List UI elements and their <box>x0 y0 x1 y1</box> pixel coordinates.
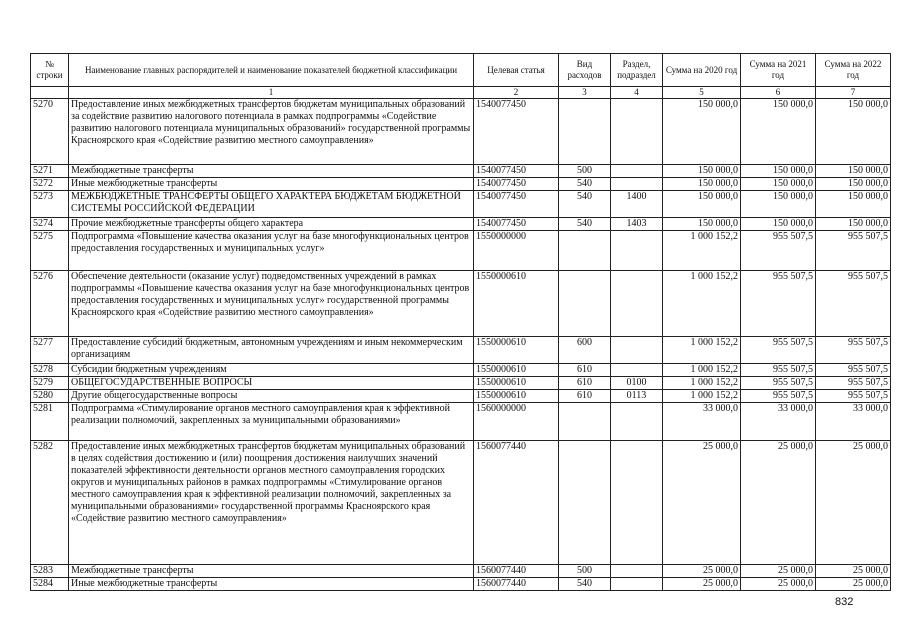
table-row <box>31 403 891 441</box>
row-section <box>611 178 663 191</box>
row-sum-2021: 955 507,5 <box>741 377 816 390</box>
row-section <box>611 99 663 165</box>
row-expense-type: 610 <box>559 364 611 377</box>
row-sum-2021: 150 000,0 <box>741 218 816 231</box>
row-section: 1403 <box>611 218 663 231</box>
header-name: Наименование главных распорядителей и наименование показателей бюджетной классификации <box>69 54 474 87</box>
row-sum-2021: 25 000,0 <box>741 565 816 578</box>
row-number: 5283 <box>31 565 69 578</box>
row-section: 0100 <box>611 377 663 390</box>
table-row <box>31 231 891 271</box>
row-sum-2020: 33 000,0 <box>663 403 741 441</box>
row-sum-2021: 150 000,0 <box>741 99 816 165</box>
column-number-blank <box>31 87 69 99</box>
row-sum-2022: 33 000,0 <box>816 403 891 441</box>
column-number: 1 <box>69 87 474 99</box>
row-sum-2021: 955 507,5 <box>741 390 816 403</box>
row-sum-2022: 955 507,5 <box>816 231 891 271</box>
row-section <box>611 337 663 364</box>
row-name: Межбюджетные трансферты <box>69 165 474 178</box>
column-number-row <box>31 87 891 99</box>
table-row <box>31 390 891 403</box>
row-target-code: 1550000000 <box>474 231 559 271</box>
row-sum-2022: 955 507,5 <box>816 364 891 377</box>
row-target-code: 1550000610 <box>474 271 559 337</box>
row-name: Предоставление иных межбюджетных трансфертов бюджетам муниципальных образований за содействие развитию налогового потенциала в рамках подпрограммы «Содействие развитию налогового потенциала муниципальных образований» государственной программы Красноярского края «Содействие развитию местного самоуправления» <box>69 99 474 165</box>
table-row <box>31 178 891 191</box>
table-row <box>31 578 891 591</box>
row-sum-2021: 25 000,0 <box>741 441 816 565</box>
row-name: Подпрограмма «Повышение качества оказания услуг на базе многофункциональных центров предоставления государственных и муниципальных услуг» <box>69 231 474 271</box>
column-number: 4 <box>611 87 663 99</box>
row-section <box>611 403 663 441</box>
row-sum-2020: 150 000,0 <box>663 191 741 218</box>
row-target-code: 1560077440 <box>474 441 559 565</box>
row-section <box>611 165 663 178</box>
row-sum-2021: 955 507,5 <box>741 364 816 377</box>
row-sum-2021: 150 000,0 <box>741 191 816 218</box>
row-sum-2022: 150 000,0 <box>816 99 891 165</box>
row-sum-2022: 150 000,0 <box>816 191 891 218</box>
row-section <box>611 578 663 591</box>
row-number: 5275 <box>31 231 69 271</box>
row-number: 5272 <box>31 178 69 191</box>
row-sum-2020: 1 000 152,2 <box>663 231 741 271</box>
row-name: Подпрограмма «Стимулирование органов местного самоуправления края к эффективной реализации полномочий, закрепленных за муниципальными образованиями» <box>69 403 474 441</box>
row-sum-2020: 25 000,0 <box>663 565 741 578</box>
row-name: Предоставление иных межбюджетных трансфертов бюджетам муниципальных образований в целях содействия достижению и (или) поощрения достижения наилучших значений показателей эффективности деятельности органов местного самоуправления городских округов и муниципальных районов в рамках подпрограммы «Стимулирование органов местного самоуправления края к эффективной реализации полномочий, закрепленных за муниципальными образованиями» государственной программы Красноярского края «Содействие развитию местного самоуправления» <box>69 441 474 565</box>
row-number: 5284 <box>31 578 69 591</box>
row-sum-2020: 1 000 152,2 <box>663 271 741 337</box>
row-expense-type: 500 <box>559 565 611 578</box>
column-number: 7 <box>816 87 891 99</box>
row-sum-2022: 150 000,0 <box>816 165 891 178</box>
row-name: Предоставление субсидий бюджетным, автономным учреждениям и иным некоммерческим организациям <box>69 337 474 364</box>
row-sum-2020: 25 000,0 <box>663 441 741 565</box>
table-row <box>31 377 891 390</box>
row-sum-2020: 25 000,0 <box>663 578 741 591</box>
row-sum-2020: 150 000,0 <box>663 218 741 231</box>
row-target-code: 1550000610 <box>474 337 559 364</box>
row-target-code: 1560077440 <box>474 565 559 578</box>
row-number: 5277 <box>31 337 69 364</box>
table-row <box>31 364 891 377</box>
row-section <box>611 271 663 337</box>
row-sum-2022: 150 000,0 <box>816 218 891 231</box>
row-target-code: 1540077450 <box>474 218 559 231</box>
column-number: 5 <box>663 87 741 99</box>
row-target-code: 1540077450 <box>474 99 559 165</box>
row-number: 5280 <box>31 390 69 403</box>
table-row <box>31 271 891 337</box>
row-number: 5270 <box>31 99 69 165</box>
row-name: Другие общегосударственные вопросы <box>69 390 474 403</box>
row-sum-2022: 25 000,0 <box>816 441 891 565</box>
column-number: 3 <box>559 87 611 99</box>
row-sum-2022: 955 507,5 <box>816 390 891 403</box>
row-sum-2021: 955 507,5 <box>741 337 816 364</box>
row-expense-type <box>559 231 611 271</box>
row-name: Субсидии бюджетным учреждениям <box>69 364 474 377</box>
row-number: 5271 <box>31 165 69 178</box>
header-sum-2020: Сумма на 2020 год <box>663 54 741 87</box>
row-name: Межбюджетные трансферты <box>69 565 474 578</box>
row-target-code: 1540077450 <box>474 178 559 191</box>
row-expense-type: 600 <box>559 337 611 364</box>
row-sum-2020: 150 000,0 <box>663 99 741 165</box>
row-sum-2020: 1 000 152,2 <box>663 390 741 403</box>
header-sum-2022: Сумма на 2022 год <box>816 54 891 87</box>
row-target-code: 1560000000 <box>474 403 559 441</box>
row-target-code: 1550000610 <box>474 390 559 403</box>
table-row <box>31 565 891 578</box>
row-target-code: 1550000610 <box>474 364 559 377</box>
row-expense-type <box>559 441 611 565</box>
row-expense-type: 610 <box>559 390 611 403</box>
row-expense-type: 540 <box>559 578 611 591</box>
row-number: 5281 <box>31 403 69 441</box>
row-target-code: 1550000610 <box>474 377 559 390</box>
row-name: Иные межбюджетные трансферты <box>69 178 474 191</box>
row-name: ОБЩЕГОСУДАРСТВЕННЫЕ ВОПРОСЫ <box>69 377 474 390</box>
row-expense-type <box>559 99 611 165</box>
row-expense-type <box>559 271 611 337</box>
row-sum-2020: 150 000,0 <box>663 178 741 191</box>
row-number: 5276 <box>31 271 69 337</box>
table-row <box>31 165 891 178</box>
header-vr: Вид расходов <box>559 54 611 87</box>
row-sum-2021: 25 000,0 <box>741 578 816 591</box>
row-sum-2021: 150 000,0 <box>741 178 816 191</box>
header-row <box>31 54 891 87</box>
column-number: 6 <box>741 87 816 99</box>
row-sum-2020: 1 000 152,2 <box>663 337 741 364</box>
row-expense-type: 540 <box>559 218 611 231</box>
row-section: 0113 <box>611 390 663 403</box>
row-number: 5273 <box>31 191 69 218</box>
header-num: № строки <box>31 54 69 87</box>
header-sum-2021: Сумма на 2021 год <box>741 54 816 87</box>
header-code: Целевая статья <box>474 54 559 87</box>
row-sum-2022: 25 000,0 <box>816 578 891 591</box>
row-number: 5282 <box>31 441 69 565</box>
row-number: 5278 <box>31 364 69 377</box>
row-sum-2022: 25 000,0 <box>816 565 891 578</box>
row-sum-2022: 955 507,5 <box>816 337 891 364</box>
row-sum-2020: 1 000 152,2 <box>663 364 741 377</box>
table-row <box>31 337 891 364</box>
row-number: 5279 <box>31 377 69 390</box>
row-number: 5274 <box>31 218 69 231</box>
row-name: Иные межбюджетные трансферты <box>69 578 474 591</box>
page-number: 832 <box>835 596 854 608</box>
row-sum-2021: 33 000,0 <box>741 403 816 441</box>
row-expense-type: 500 <box>559 165 611 178</box>
row-sum-2020: 150 000,0 <box>663 165 741 178</box>
row-sum-2021: 150 000,0 <box>741 165 816 178</box>
table-row <box>31 191 891 218</box>
row-section <box>611 231 663 271</box>
row-name: МЕЖБЮДЖЕТНЫЕ ТРАНСФЕРТЫ ОБЩЕГО ХАРАКТЕРА БЮДЖЕТАМ БЮДЖЕТНОЙ СИСТЕМЫ РОССИЙСКОЙ ФЕДЕРАЦИИ <box>69 191 474 218</box>
row-sum-2022: 955 507,5 <box>816 377 891 390</box>
table-row <box>31 218 891 231</box>
row-section <box>611 565 663 578</box>
row-target-code: 1540077450 <box>474 165 559 178</box>
row-name: Обеспечение деятельности (оказание услуг) подведомственных учреждений в рамках подпрограммы «Повышение качества оказания услуг на базе многофункциональных центров предоставления государственных и муниципальных услуг» государственной программы Красноярского края «Содействие развитию местного самоуправления» <box>69 271 474 337</box>
row-sum-2022: 150 000,0 <box>816 178 891 191</box>
row-section: 1400 <box>611 191 663 218</box>
row-sum-2021: 955 507,5 <box>741 271 816 337</box>
row-sum-2020: 1 000 152,2 <box>663 377 741 390</box>
header-razdel: Раздел, подраздел <box>611 54 663 87</box>
row-expense-type: 540 <box>559 191 611 218</box>
table-row <box>31 99 891 165</box>
row-sum-2022: 955 507,5 <box>816 271 891 337</box>
column-number: 2 <box>474 87 559 99</box>
row-section <box>611 441 663 565</box>
row-target-code: 1540077450 <box>474 191 559 218</box>
row-expense-type: 610 <box>559 377 611 390</box>
row-name: Прочие межбюджетные трансферты общего характера <box>69 218 474 231</box>
budget-table <box>30 53 891 591</box>
row-expense-type <box>559 403 611 441</box>
row-expense-type: 540 <box>559 178 611 191</box>
table-row <box>31 441 891 565</box>
row-section <box>611 364 663 377</box>
row-target-code: 1560077440 <box>474 578 559 591</box>
row-sum-2021: 955 507,5 <box>741 231 816 271</box>
